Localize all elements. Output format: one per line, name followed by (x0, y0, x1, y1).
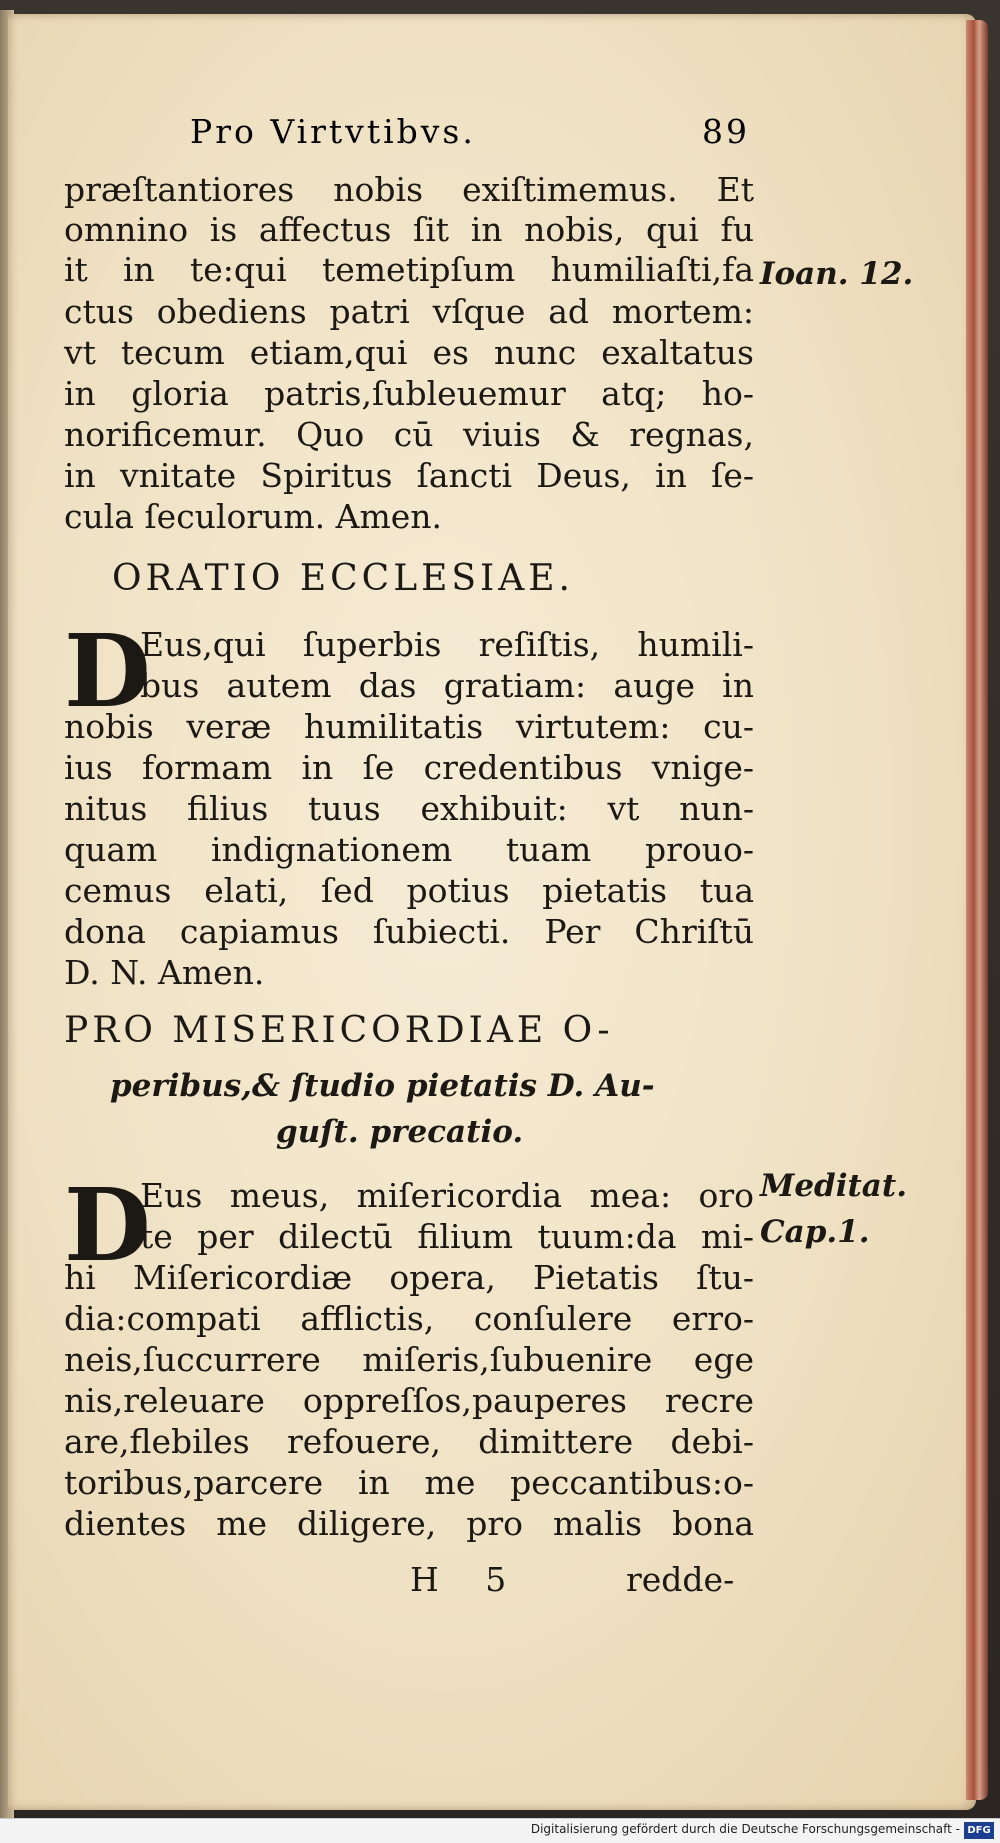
text-line: bus autem das gratiam: auge in (140, 666, 754, 705)
text-line: quam indignationem tuam prouo- (64, 830, 754, 869)
signature-mark: H 5 (410, 1560, 525, 1599)
section-heading: PRO MISERICORDIAE O- (64, 1010, 614, 1051)
section-subheading: guſt. precatio. (276, 1114, 524, 1150)
text-line: in vnitate Spiritus ſancti Deus, in ſe- (64, 456, 754, 495)
text-line: cemus elati, ſed potius pietatis tua (64, 871, 754, 910)
text-line: cula ſeculorum. Amen. (64, 497, 443, 536)
text-line: ius formam in ſe credentibus vnige- (64, 748, 754, 787)
text-line: toribus,parcere in me peccantibus:o- (64, 1463, 754, 1502)
text-line: hi Miſericordiæ opera, Pietatis ſtu- (64, 1258, 754, 1297)
text-line: D. N. Amen. (64, 953, 265, 992)
running-title: Pro Virtvtibvs. (190, 112, 476, 151)
text-line: Eus,qui ſuperbis reſiſtis, humili- (140, 625, 754, 664)
text-line: dona capiamus ſubiecti. Per Chriſtū (64, 912, 754, 951)
page-red-edge (966, 20, 988, 1800)
section-heading: ORATIO ECCLESIAE. (112, 558, 574, 599)
running-header (190, 112, 750, 152)
text-line: Eus meus, miſericordia mea: oro (140, 1176, 754, 1215)
drop-capital: D (64, 1166, 151, 1284)
margin-note: Cap.1. (760, 1214, 870, 1250)
text-line: nitus filius tuus exhibuit: vt nun- (64, 789, 754, 828)
text-line: dientes me diligere, pro malis bona (64, 1504, 754, 1543)
text-line: omnino is affectus ſit in nobis, qui fu (64, 210, 754, 249)
dfg-logo: DFG (964, 1822, 994, 1839)
margin-note: Ioan. 12. (760, 256, 914, 292)
text-line: it in te:qui temetipſum humiliaſti,fa (64, 250, 754, 289)
text-line: vt tecum etiam,qui es nunc exaltatus (64, 333, 754, 372)
text-line: nis,releuare oppreſſos,pauperes recre (64, 1381, 754, 1420)
margin-note: Meditat. (760, 1168, 908, 1204)
footer-credit: Digitalisierung gefördert durch die Deutsche Forschungsgemeinschaft - (530, 1822, 960, 1836)
text-line: dia:compati afflictis, conſulere erro- (64, 1299, 754, 1338)
catchword: redde- (626, 1560, 735, 1599)
drop-capital: D (64, 612, 151, 730)
text-line: ctus obediens patri vſque ad mortem: (64, 292, 754, 331)
text-line: neis,ſuccurrere miſeris,ſubuenire ege (64, 1340, 754, 1379)
text-line: nobis veræ humilitatis virtutem: cu- (64, 707, 754, 746)
text-line: are,flebiles refouere, dimittere debi- (64, 1422, 754, 1461)
digitization-footer (0, 1818, 1000, 1843)
text-line: te per dilectū filium tuum:da mi- (140, 1217, 754, 1256)
page-number: 89 (702, 112, 750, 151)
text-line: in gloria patris,ſubleuemur atq; ho- (64, 374, 754, 413)
text-line: præſtantiores nobis exiſtimemus. Et (64, 170, 754, 209)
section-subheading: peribus,& ſtudio pietatis D. Au- (110, 1068, 655, 1104)
text-line: norificemur. Quo cū viuis & regnas, (64, 415, 754, 454)
